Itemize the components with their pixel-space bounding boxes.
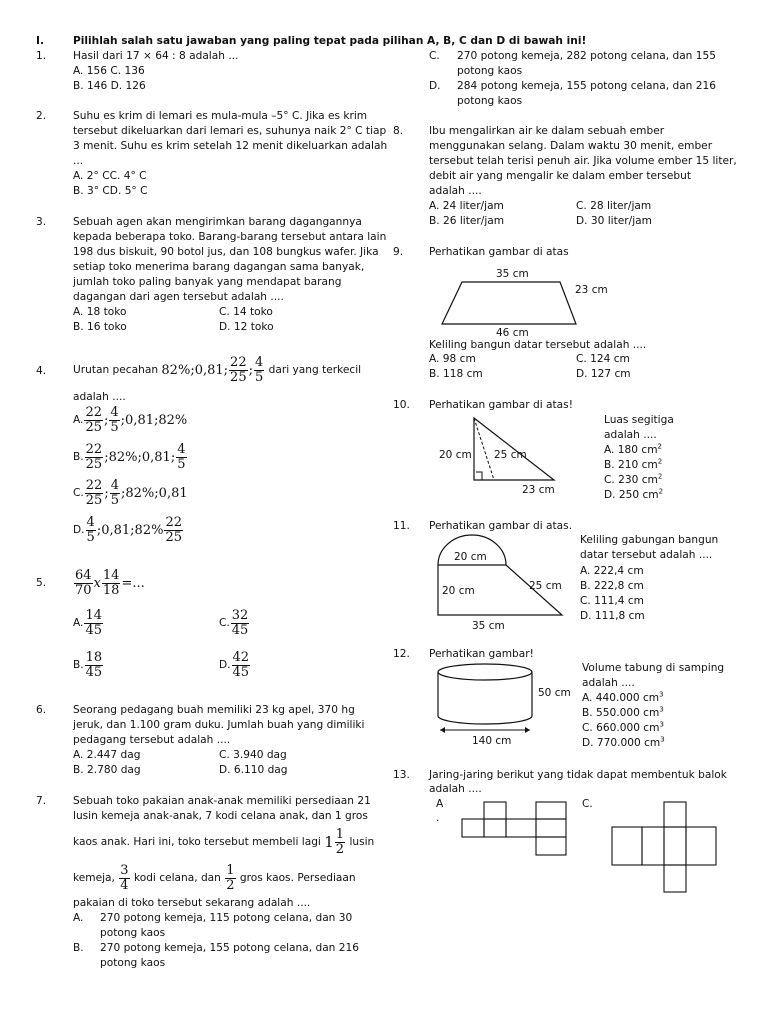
q10-option-a: A. 180 $cm^2$ <box>604 442 662 456</box>
q9-bottom-label: 46 cm <box>496 327 529 338</box>
q1-number: 1. <box>36 50 47 62</box>
q6-line1: Seorang pedagang buah memiliki 23 kg apel, 370 hg <box>73 704 355 716</box>
q7-option-a-line1: 270 potong kemeja, 115 potong celana, dan 30 <box>100 912 353 924</box>
q12-option-b: B. 550.000 $cm^3$ <box>582 705 664 719</box>
q13-number: 13. <box>393 769 410 781</box>
q12-ask2: adalah .... <box>582 677 635 689</box>
q11-option-b: B. 222,8 cm <box>580 580 644 592</box>
q11-text: Perhatikan gambar di atas. <box>429 520 573 532</box>
q13-net-c <box>606 800 742 896</box>
q11-option-c: C. 111,4 cm <box>580 595 644 607</box>
q11-number: 11. <box>393 520 410 532</box>
q7-line1: Sebuah toko pakaian anak-anak memiliki persediaan 21 <box>73 795 371 807</box>
q4-line2: adalah .... <box>73 391 126 403</box>
q5-number: 5. <box>36 577 47 589</box>
q6-option-b: B. 2.780 dag <box>73 764 141 776</box>
q7-line4: kemeja, $\frac{3}{4}$ kodi celana, dan $\frac{1}{2}$ gros kaos. Persediaan <box>73 862 356 893</box>
q4-pct: 82% <box>161 362 191 378</box>
q10-base-label: 23 cm <box>522 484 555 496</box>
q7-option-c-line1: 270 potong kemeja, 282 potong celana, dan 155 <box>457 50 716 62</box>
q10-ask2: adalah .... <box>604 429 657 441</box>
q7-option-a-label: A. <box>73 912 84 924</box>
q4-frac-4-5: $\frac{4}{5}$ <box>254 354 264 385</box>
cylinder-top <box>438 664 532 680</box>
q3-line5: jumlah toko paling banyak yang mendapat barang <box>73 276 342 288</box>
q8-option-c: C. 28 liter/jam <box>576 200 652 212</box>
q12-height-label: 50 cm <box>538 687 571 699</box>
q5-option-c: C. $\frac{32}{45}$ <box>219 607 249 638</box>
q2-options-row2: B. 3° CD. 5° C <box>73 185 148 197</box>
q12-option-a: A. 440.000 $cm^3$ <box>582 690 664 704</box>
q10-text: Perhatikan gambar di atas! <box>429 399 573 411</box>
q11-composite-figure <box>432 533 572 633</box>
q4-option-b: B. $\frac{22}{25}$ ; 82% ; 0,81 ; $\frac{4}{5}$ <box>73 441 186 472</box>
q9-text: Perhatikan gambar di atas <box>429 246 569 258</box>
q10-option-d: D. 250 $cm^2$ <box>604 487 664 501</box>
q1-options-row2: B. 146 D. 126 <box>73 80 146 92</box>
q4-post: dari yang terkecil <box>268 363 362 376</box>
q4-sep1: ; <box>190 362 195 378</box>
q12-option-d: D. 770.000 $cm^3$ <box>582 735 665 749</box>
q2-options-row1: A. 2° CC. 4° C <box>73 170 147 182</box>
q5-expression: $\frac{64}{70}$ x $\frac{14}{18}$ =... <box>75 567 145 598</box>
q2-line3: 3 menit. Suhu es krim setelah 12 menit dikeluarkan adalah <box>73 140 388 152</box>
q6-option-a: A. 2.447 dag <box>73 749 141 761</box>
q3-number: 3. <box>36 216 47 228</box>
q2-line4: ... <box>73 155 84 167</box>
q8-option-b: B. 26 liter/jam <box>429 215 505 227</box>
q4-number: 4. <box>36 365 47 377</box>
q13-option-a-label: A <box>436 798 444 810</box>
q3-option-b: B. 16 toko <box>73 321 127 333</box>
q7-number: 7. <box>36 795 47 807</box>
q7-line3: kaos anak. Hari ini, toko tersebut membeli lagi 1 $\frac{1}{2}$ lusin <box>73 826 375 857</box>
right-angle-mark <box>476 472 482 480</box>
q11-ask2: datar tersebut adalah .... <box>580 549 713 561</box>
q4-option-a: A. $\frac{22}{25}$ ; $\frac{4}{5}$ ; 0,81 ; 82% <box>73 404 188 435</box>
section-number: I. <box>36 35 44 47</box>
q7-line5: pakaian di toko tersebut sekarang adalah .... <box>73 897 311 909</box>
q3-option-a: A. 18 toko <box>73 306 127 318</box>
q6-option-c: C. 3.940 dag <box>219 749 287 761</box>
q13-option-c-label: C. <box>582 798 593 810</box>
q7-option-b-line1: 270 potong kemeja, 155 potong celana, dan 216 <box>100 942 359 954</box>
height-line <box>474 418 494 480</box>
q7-option-d-line2: potong kaos <box>457 95 523 107</box>
q3-line2: kepada beberapa toko. Barang-barang tersebut antara lain <box>73 231 387 243</box>
q8-line2: menggunakan selang. Dalam waktu 30 menit, ember <box>429 140 713 152</box>
q11-option-a: A. 222,4 cm <box>580 565 644 577</box>
q11-height-label: 20 cm <box>442 585 475 597</box>
q13-line1: Jaring-jaring berikut yang tidak dapat membentuk balok <box>429 769 727 781</box>
cylinder-bottom <box>438 716 532 724</box>
q7-line2: lusin kemeja anak-anak, 7 kodi celana anak, dan 1 gros <box>73 810 368 822</box>
q6-option-d: D. 6.110 dag <box>219 764 288 776</box>
q2-line1: Suhu es krim di lemari es mula-mula –5° C. Jika es krim <box>73 110 368 122</box>
q8-line1: Ibu mengalirkan air ke dalam sebuah ember <box>429 125 665 137</box>
q6-number: 6. <box>36 704 47 716</box>
q10-hyp-label: 25 cm <box>494 449 527 461</box>
q11-option-d: D. 111,8 cm <box>580 610 645 622</box>
q11-slant-label: 25 cm <box>529 580 562 592</box>
q8-line3: tersebut telah terisi penuh air. Jika volume ember 15 liter, <box>429 155 737 167</box>
q6-line2: jeruk, dan 1.100 gram duku. Jumlah buah yang dimiliki <box>73 719 365 731</box>
q1-text: Hasil dari 17 × 64 : 8 adalah ... <box>73 50 239 62</box>
q12-text: Perhatikan gambar! <box>429 648 534 660</box>
trapezoid-shape <box>442 282 576 324</box>
q4-sep3: ; <box>248 362 253 378</box>
q3-line6: dagangan dari agen tersebut adalah .... <box>73 291 284 303</box>
q12-diameter-label: 140 cm <box>472 735 512 747</box>
q10-option-c: C. 230 $cm^2$ <box>604 472 663 486</box>
q4-pre: Urutan pecahan <box>73 363 159 376</box>
q4-option-d: D. $\frac{4}{5}$ ; 0,81 ; 82% $\frac{22}{25}$ <box>73 514 182 545</box>
q13-option-a-dot: . <box>436 812 440 824</box>
q9-option-c: C. 124 cm <box>576 353 630 365</box>
q7-option-b-line2: potong kaos <box>100 957 166 969</box>
q11-ask1: Keliling gabungan bangun <box>580 534 719 546</box>
q9-option-d: D. 127 cm <box>576 368 631 380</box>
q3-line4: setiap toko menerima barang dagangan sama banyak, <box>73 261 365 273</box>
q8-option-d: D. 30 liter/jam <box>576 215 652 227</box>
q11-base-label: 35 cm <box>472 620 505 632</box>
q4-frac-22-25: $\frac{22}{25}$ <box>230 354 247 385</box>
q3-option-d: D. 12 toko <box>219 321 274 333</box>
q9-option-b: B. 118 cm <box>429 368 483 380</box>
q7-option-c-label: C. <box>429 50 440 62</box>
q9-top-label: 35 cm <box>496 268 529 280</box>
q4-stem <box>73 350 361 390</box>
q3-line3: 198 dus biskuit, 90 botol jus, dan 108 bungkus wafer. Jika <box>73 246 379 258</box>
q3-option-c: C. 14 toko <box>219 306 273 318</box>
q4-sep2: ; <box>223 362 229 378</box>
q4-option-c: C. $\frac{22}{25}$ ; $\frac{4}{5}$ ; 82% ; 0,81 <box>73 477 188 508</box>
q5-option-d: D. $\frac{42}{45}$ <box>219 649 250 680</box>
q7-option-d-line1: 284 potong kemeja, 155 potong celana, dan 216 <box>457 80 716 92</box>
section-instruction: Pilihlah salah satu jawaban yang paling tepat pada pilihan A, B, C dan D di bawah ini! <box>73 35 587 47</box>
q8-line4: debit air yang mengalir ke dalam ember tersebut <box>429 170 691 182</box>
q9-trapezoid-figure <box>420 262 620 338</box>
q3-line1: Sebuah agen akan mengirimkan barang dagangannya <box>73 216 362 228</box>
q10-number: 10. <box>393 399 410 411</box>
q12-number: 12. <box>393 648 410 660</box>
q5-option-a: A. $\frac{14}{45}$ <box>73 607 102 638</box>
q2-line2: tersebut dikeluarkan dari lemari es, suhunya naik 2° C tiap <box>73 125 387 137</box>
q8-line5: adalah .... <box>429 185 482 197</box>
q6-line3: pedagang tersebut adalah .... <box>73 734 231 746</box>
q8-option-a: A. 24 liter/jam <box>429 200 504 212</box>
q8-number: 8. <box>393 125 404 137</box>
q10-triangle-figure <box>436 412 586 502</box>
q7-option-d-label: D. <box>429 80 441 92</box>
q7-option-a-line2: potong kaos <box>100 927 166 939</box>
q12-option-c: C. 660.000 $cm^3$ <box>582 720 664 734</box>
q2-number: 2. <box>36 110 47 122</box>
q11-diameter-label: 20 cm <box>454 551 487 563</box>
q9-question: Keliling bangun datar tersebut adalah .... <box>429 339 647 351</box>
q1-options-row1: A. 156 C. 136 <box>73 65 145 77</box>
q9-side-label: 23 cm <box>575 284 608 296</box>
q9-option-a: A. 98 cm <box>429 353 476 365</box>
q7-option-c-line2: potong kaos <box>457 65 523 77</box>
q10-ask1: Luas segitiga <box>604 414 674 426</box>
q7-option-b-label: B. <box>73 942 84 954</box>
q5-option-b: B. $\frac{18}{45}$ <box>73 649 103 680</box>
q13-net-a <box>456 800 576 860</box>
q9-number: 9. <box>393 246 404 258</box>
q13-line2: adalah .... <box>429 783 482 795</box>
q10-height-label: 20 cm <box>439 449 472 461</box>
q4-dec: 0,81 <box>194 362 224 378</box>
q12-ask1: Volume tabung di samping <box>582 662 725 674</box>
q10-option-b: B. 210 $cm^2$ <box>604 457 663 471</box>
q12-cylinder-figure <box>432 660 580 750</box>
